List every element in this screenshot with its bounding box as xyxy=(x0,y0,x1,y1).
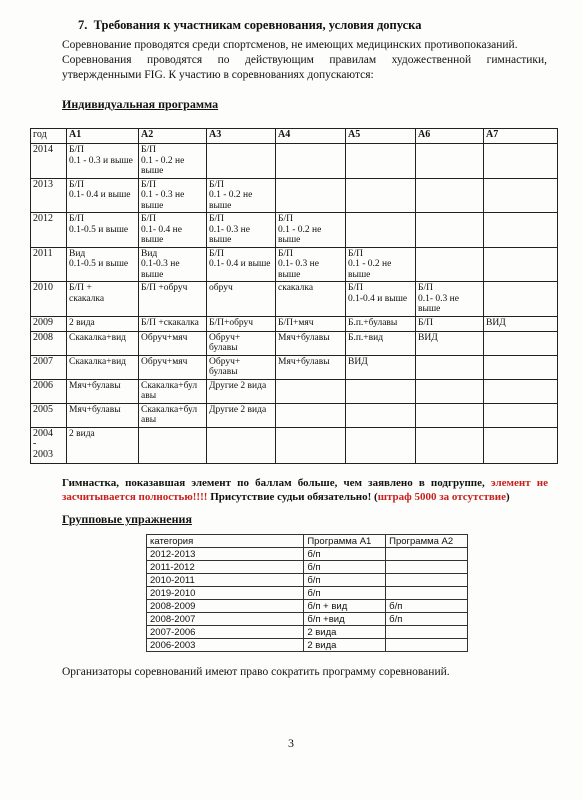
table-cell: ВИД xyxy=(484,316,558,331)
table-cell xyxy=(346,213,416,248)
table-cell: Б/П+мяч xyxy=(276,316,346,331)
judging-note xyxy=(62,476,548,504)
column-header-а4: А4 xyxy=(276,129,346,144)
table-cell: ВИД xyxy=(416,331,484,355)
table-cell: Другие 2 вида xyxy=(207,403,276,427)
table-row xyxy=(31,403,558,427)
table-cell: Вид 0.1-0.5 и выше xyxy=(67,247,139,282)
table-cell: Б/П 0.1- 0.3 не выше xyxy=(416,282,484,317)
table-cell xyxy=(386,639,468,652)
table-cell xyxy=(276,427,346,463)
table-cell: Б/П + скакалка xyxy=(67,282,139,317)
table-cell: Б/П 0.1-0.4 и выше xyxy=(346,282,416,317)
note-judge-required: Присутствие судьи обязательно! ( xyxy=(207,491,378,503)
table-cell: Другие 2 вида xyxy=(207,379,276,403)
table-cell: обруч xyxy=(207,282,276,317)
group-exercises-heading: Групповые упражнения xyxy=(62,512,192,526)
year-cell: 2004 - 2003 xyxy=(31,427,67,463)
table-cell xyxy=(416,355,484,379)
table-cell xyxy=(484,403,558,427)
table-cell xyxy=(416,403,484,427)
table-cell: б/п + вид xyxy=(304,600,386,613)
table-cell: Мяч+булавы xyxy=(67,379,139,403)
table-cell xyxy=(346,178,416,213)
table-cell xyxy=(416,427,484,463)
table-cell xyxy=(276,403,346,427)
year-cell: 2010 xyxy=(31,282,67,317)
year-cell: 2007 xyxy=(31,355,67,379)
table-cell: Б/П +обруч xyxy=(139,282,207,317)
table-cell: Б/П+обруч xyxy=(207,316,276,331)
column-header-program-a1: Программа А1 xyxy=(304,535,386,548)
table-cell: Обруч+ булавы xyxy=(207,355,276,379)
table-row xyxy=(31,331,558,355)
table-row xyxy=(31,427,558,463)
table-cell: Б/П 0.1 - 0.2 не выше xyxy=(139,144,207,179)
section-number: 7. xyxy=(78,18,88,32)
table-cell: б/п xyxy=(386,613,468,626)
table-cell: Скакалка+бул авы xyxy=(139,379,207,403)
table-cell: 2010-2011 xyxy=(147,574,304,587)
table-row xyxy=(31,282,558,317)
table-cell: Вид 0.1-0.3 не выше xyxy=(139,247,207,282)
table-row xyxy=(31,213,558,248)
table-row xyxy=(147,639,468,652)
column-header-а6: А6 xyxy=(416,129,484,144)
table-cell: 2006-2003 xyxy=(147,639,304,652)
closing-statement: Организаторы соревнований имеют право сократить программу соревнований. xyxy=(62,666,450,678)
individual-program-heading: Индивидуальная программа xyxy=(62,97,219,111)
table-row xyxy=(147,587,468,600)
table-cell: Обруч+мяч xyxy=(139,331,207,355)
table-cell: Б/П 0.1 - 0.3 и выше xyxy=(67,144,139,179)
table-cell xyxy=(416,178,484,213)
table-cell xyxy=(484,379,558,403)
table-cell: Б/П 0.1- 0.3 не выше xyxy=(207,213,276,248)
column-header-а1: А1 xyxy=(67,129,139,144)
table-cell xyxy=(207,427,276,463)
table-cell xyxy=(276,178,346,213)
table-cell: 2 вида xyxy=(67,316,139,331)
table-cell xyxy=(416,144,484,179)
table-cell xyxy=(386,574,468,587)
column-header-year: год xyxy=(31,129,67,144)
table-cell xyxy=(346,379,416,403)
table-cell: ВИД xyxy=(346,355,416,379)
table-cell: Скакалка+вид xyxy=(67,331,139,355)
note-close-paren: ) xyxy=(506,491,510,503)
column-header-а3: А3 xyxy=(207,129,276,144)
table-cell xyxy=(484,247,558,282)
table-cell: Б/П +скакалка xyxy=(139,316,207,331)
intro-line-2: Соревнования проводятся по действующим правилам художественной гимнастики, утвержденными FIG. К участию в соревнованиях допускаются: xyxy=(62,54,547,81)
table-cell: б/п xyxy=(304,561,386,574)
table-cell xyxy=(484,427,558,463)
table-cell: Б/П 0.1 - 0.2 не выше xyxy=(276,213,346,248)
table-cell: б/п +вид xyxy=(304,613,386,626)
table-cell: Б/П 0.1- 0.3 не выше xyxy=(276,247,346,282)
table-row xyxy=(31,178,558,213)
table-header-row xyxy=(31,129,558,144)
table-cell: скакалка xyxy=(276,282,346,317)
table-row xyxy=(147,600,468,613)
table-cell xyxy=(416,213,484,248)
table-cell: Б.п.+булавы xyxy=(346,316,416,331)
table-cell: б/п xyxy=(386,600,468,613)
table-cell: 2008-2007 xyxy=(147,613,304,626)
table-row xyxy=(31,247,558,282)
table-cell xyxy=(386,587,468,600)
year-cell: 2006 xyxy=(31,379,67,403)
table-cell xyxy=(484,178,558,213)
table-cell: 2 вида xyxy=(67,427,139,463)
group-exercises-table xyxy=(146,534,468,652)
table-row xyxy=(31,316,558,331)
table-cell xyxy=(416,379,484,403)
table-cell: Б/П 0.1- 0.4 не выше xyxy=(139,213,207,248)
table-cell: Б/П 0.1 - 0.2 не выше xyxy=(346,247,416,282)
table-cell: Мяч+булавы xyxy=(276,331,346,355)
table-cell xyxy=(346,427,416,463)
table-cell: Мяч+булавы xyxy=(67,403,139,427)
note-warning: элемент не засчитывается полностью!!!! xyxy=(62,477,548,503)
table-cell xyxy=(386,561,468,574)
table-cell: Б/П 0.1- 0.4 и выше xyxy=(67,178,139,213)
column-header-а2: А2 xyxy=(139,129,207,144)
table-cell: 2007-2006 xyxy=(147,626,304,639)
table-cell: 2 вида xyxy=(304,626,386,639)
table-row xyxy=(147,626,468,639)
table-cell: Б/П 0.1-0.5 и выше xyxy=(67,213,139,248)
year-cell: 2008 xyxy=(31,331,67,355)
year-cell: 2013 xyxy=(31,178,67,213)
table-row xyxy=(147,561,468,574)
year-cell: 2014 xyxy=(31,144,67,179)
column-header-а7: А7 xyxy=(484,129,558,144)
page-number: 3 xyxy=(288,736,294,750)
table-row xyxy=(31,355,558,379)
table-cell: Б/П 0.1- 0.4 и выше xyxy=(207,247,276,282)
table-cell xyxy=(276,144,346,179)
table-cell xyxy=(207,144,276,179)
note-text: Гимнастка, показавшая элемент по баллам больше, чем заявлено в подгруппе, xyxy=(62,477,491,489)
section-title-text: Требования к участникам соревнования, условия допуска xyxy=(93,18,422,32)
column-header-category: категория xyxy=(147,535,304,548)
table-row xyxy=(31,379,558,403)
note-penalty: штраф 5000 за отсутствие xyxy=(377,491,507,503)
table-cell: Б.п.+вид xyxy=(346,331,416,355)
table-row xyxy=(31,144,558,179)
table-cell: Обруч+ булавы xyxy=(207,331,276,355)
table-cell xyxy=(484,282,558,317)
table-cell: б/п xyxy=(304,574,386,587)
table-row xyxy=(147,548,468,561)
table-cell: 2011-2012 xyxy=(147,561,304,574)
table-cell xyxy=(484,144,558,179)
group-header-row xyxy=(147,535,468,548)
table-cell xyxy=(346,144,416,179)
table-cell: Скакалка+бул авы xyxy=(139,403,207,427)
table-cell: Обруч+мяч xyxy=(139,355,207,379)
intro-line-1: Соревнование проводятся среди спортсменов, не имеющих медицинских противопоказаний. xyxy=(62,39,518,51)
section-title xyxy=(78,18,421,33)
table-cell: б/п xyxy=(304,548,386,561)
table-cell xyxy=(276,379,346,403)
table-cell: Скакалка+вид xyxy=(67,355,139,379)
table-cell xyxy=(484,213,558,248)
column-header-program-a2: Программа А2 xyxy=(386,535,468,548)
year-cell: 2011 xyxy=(31,247,67,282)
table-cell xyxy=(386,626,468,639)
table-cell xyxy=(386,548,468,561)
year-cell: 2012 xyxy=(31,213,67,248)
table-cell: Б/П 0.1 - 0.3 не выше xyxy=(139,178,207,213)
table-cell: Б/П xyxy=(416,316,484,331)
individual-program-table xyxy=(30,128,558,464)
year-cell: 2005 xyxy=(31,403,67,427)
table-cell xyxy=(139,427,207,463)
table-cell: Б/П 0.1 - 0.2 не выше xyxy=(207,178,276,213)
table-cell: б/п xyxy=(304,587,386,600)
table-cell: Мяч+булавы xyxy=(276,355,346,379)
year-cell: 2009 xyxy=(31,316,67,331)
table-cell: 2008-2009 xyxy=(147,600,304,613)
table-row xyxy=(147,574,468,587)
column-header-а5: А5 xyxy=(346,129,416,144)
table-cell: 2012-2013 xyxy=(147,548,304,561)
table-cell xyxy=(484,331,558,355)
table-cell xyxy=(346,403,416,427)
table-cell xyxy=(416,247,484,282)
table-cell: 2019-2010 xyxy=(147,587,304,600)
table-row xyxy=(147,613,468,626)
table-cell: 2 вида xyxy=(304,639,386,652)
table-cell xyxy=(484,355,558,379)
